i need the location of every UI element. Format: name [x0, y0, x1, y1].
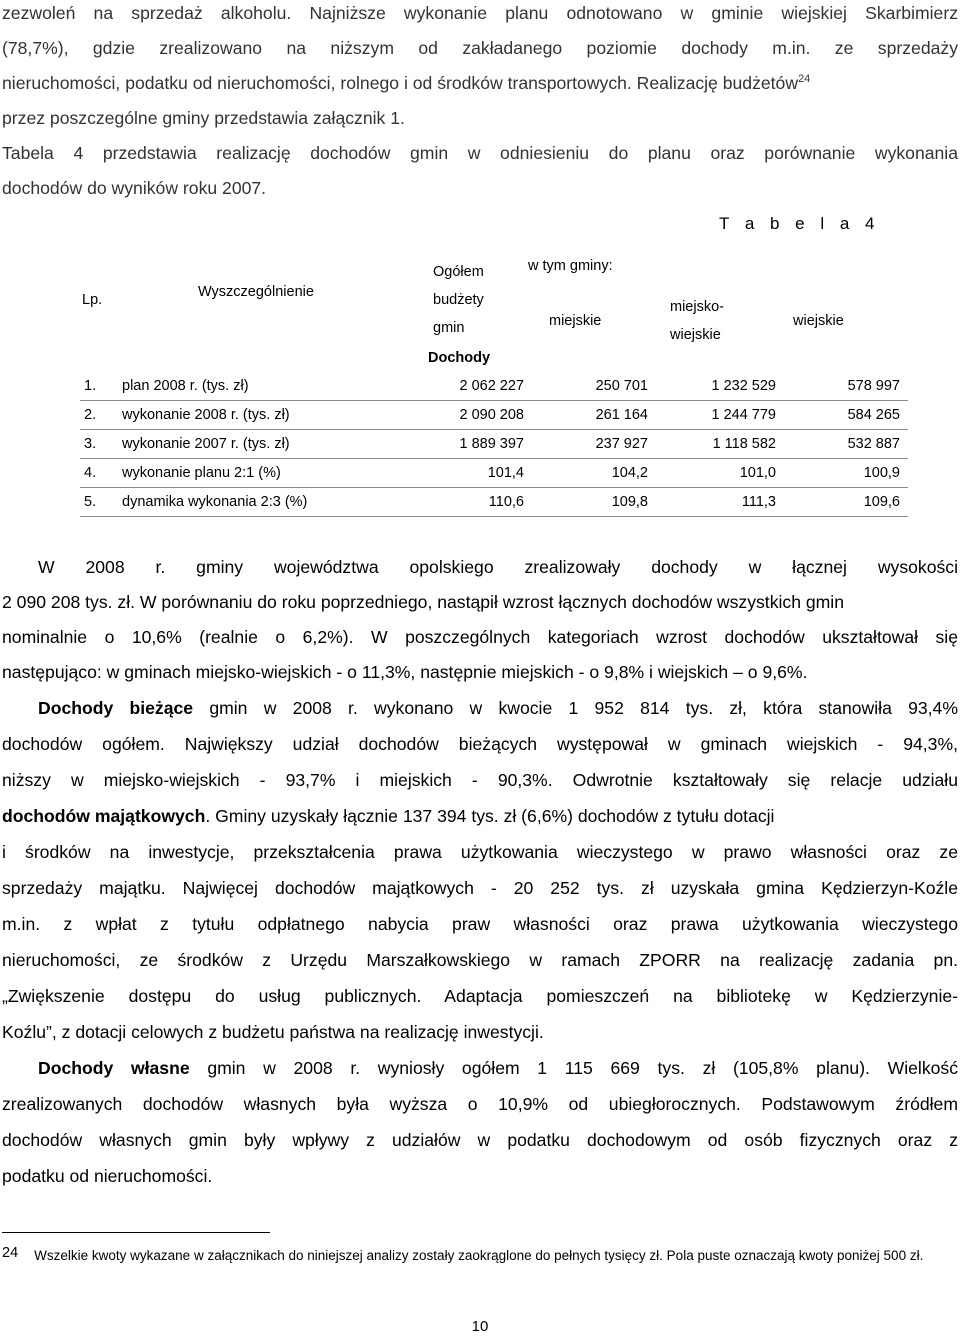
table-row: [80, 488, 908, 517]
footnote-ref: 24: [798, 73, 811, 85]
header-mixed-2: wiejskie: [670, 327, 721, 343]
paragraph-text: nieruchomości, podatku od nieruchomości, rolnego i od środków transportowych. Realizację budżetów: [2, 73, 799, 93]
cell-lp: 4.: [80, 459, 118, 488]
cell-item: wykonanie 2008 r. (tys. zł): [118, 401, 382, 430]
paragraph-line: nieruchomości, ze środków z Urzędu Marszałkowskiego w ramach ZPORR na realizację zadania pn.: [2, 950, 958, 970]
header-lp: Lp.: [82, 292, 103, 308]
cell-rural: 532 887: [784, 430, 908, 459]
table-row: [80, 459, 908, 488]
table-row: [80, 430, 908, 459]
header-rural: wiejskie: [793, 313, 844, 329]
cell-total: 101,4: [382, 459, 532, 488]
paragraph-line: zezwoleń na sprzedaż alkoholu. Najniższe wykonanie planu odnotowano w gminie wiejskiej Skarbimierz: [2, 3, 958, 23]
table-row: [80, 372, 908, 401]
cell-urban: 250 701: [532, 372, 656, 401]
cell-total: 1 889 397: [382, 430, 532, 459]
cell-lp: 3.: [80, 430, 118, 459]
footnote-marker: 24: [2, 1245, 19, 1261]
header-total-2: budżety: [433, 292, 484, 308]
paragraph-line: W 2008 r. gminy województwa opolskiego zrealizowały dochody w łącznej wysokości: [38, 557, 958, 577]
footnote-rule: [2, 1232, 270, 1233]
cell-rural: 100,9: [784, 459, 908, 488]
cell-item: wykonanie 2007 r. (tys. zł): [118, 430, 382, 459]
paragraph-line: następująco: w gminach miejsko-wiejskich - o 11,3%, następnie miejskich - o 9,8% i wiejskich – o 9,6%.: [2, 662, 808, 682]
paragraph-line: Koźlu”, z dotacji celowych z budżetu państwa na realizację inwestycji.: [2, 1022, 544, 1042]
table-caption: T a b e l a 4: [719, 214, 880, 233]
page-number: 10: [471, 1318, 489, 1335]
paragraph-line: niższy w miejsko-wiejskich - 93,7% i miejskich - 90,3%. Odwrotnie kształtowały się relacje udziału: [2, 770, 958, 790]
paragraph-text: gmin w 2008 r. wykonano w kwocie 1 952 814 tys. zł, która stanowiła 93,4%: [209, 698, 958, 718]
header-urban: miejskie: [549, 313, 602, 329]
paragraph-line: [38, 697, 958, 719]
cell-mixed: 111,3: [656, 488, 784, 517]
paragraph-line: zrealizowanych dochodów własnych była wyższa o 10,9% od ubiegłorocznych. Podstawowym źródłem: [2, 1094, 958, 1114]
paragraph-line: nominalnie o 10,6% (realnie o 6,2%). W poszczególnych kategoriach wzrost dochodów ukształtował się: [2, 627, 958, 647]
paragraph-line: „Zwiększenie dostępu do usług publicznych. Adaptacja pomieszczeń na bibliotekę w Kędzierzynie-: [2, 986, 958, 1006]
cell-urban: 109,8: [532, 488, 656, 517]
header-total-1: Ogółem: [433, 264, 484, 280]
paragraph-line: Tabela 4 przedstawia realizację dochodów gmin w odniesieniu do planu oraz porównanie wykonania: [2, 143, 958, 163]
cell-urban: 104,2: [532, 459, 656, 488]
cell-lp: 2.: [80, 401, 118, 430]
paragraph-line: sprzedaży majątku. Najwięcej dochodów majątkowych - 20 252 tys. zł uzyskała gmina Kędzierzyn-Koźle: [2, 878, 958, 898]
cell-urban: 261 164: [532, 401, 656, 430]
cell-total: 110,6: [382, 488, 532, 517]
footnote-text: Wszelkie kwoty wykazane w załącznikach do niniejszej analizy zostały zaokrąglone do pełnych tysięcy zł. Pola puste oznaczają kwoty poniżej 500 zł.: [34, 1248, 924, 1263]
cell-item: dynamika wykonania 2:3 (%): [118, 488, 382, 517]
cell-rural: 578 997: [784, 372, 908, 401]
paragraph-line: m.in. z wpłat z tytułu odpłatnego nabycia praw własności oraz prawa użytkowania wieczystego: [2, 914, 958, 934]
cell-rural: 584 265: [784, 401, 908, 430]
bold-term: dochodów majątkowych: [2, 806, 206, 826]
header-mixed-1: miejsko-: [670, 299, 724, 315]
header-total-3: gmin: [433, 320, 465, 336]
bold-term: Dochody własne: [38, 1058, 190, 1078]
paragraph-line: podatku od nieruchomości.: [2, 1166, 213, 1186]
cell-total: 2 090 208: [382, 401, 532, 430]
paragraph-line: (78,7%), gdzie zrealizowano na niższym od zakładanego poziomie dochody m.in. ze sprzedaży: [2, 38, 958, 58]
cell-lp: 1.: [80, 372, 118, 401]
cell-item: wykonanie planu 2:1 (%): [118, 459, 382, 488]
cell-urban: 237 927: [532, 430, 656, 459]
paragraph-line: [2, 72, 810, 94]
paragraph-text: . Gminy uzyskały łącznie 137 394 tys. zł (6,6%) dochodów z tytułu dotacji: [205, 806, 775, 826]
cell-rural: 109,6: [784, 488, 908, 517]
cell-item: plan 2008 r. (tys. zł): [118, 372, 382, 401]
paragraph-line: [2, 805, 774, 827]
paragraph-line: 2 090 208 tys. zł. W porównaniu do roku poprzedniego, nastąpił wzrost łącznych dochodów wszystkich gmin: [2, 592, 845, 612]
header-of-which: w tym gminy:: [528, 258, 613, 274]
paragraph-line: dochodów własnych gmin były wpływy z udziałów w podatku dochodowym od osób fizycznych oraz z: [2, 1130, 958, 1150]
cell-mixed: 1 244 779: [656, 401, 784, 430]
cell-mixed: 1 232 529: [656, 372, 784, 401]
bold-term: Dochody bieżące: [38, 698, 194, 718]
cell-total: 2 062 227: [382, 372, 532, 401]
paragraph-text: gmin w 2008 r. wyniosły ogółem 1 115 669 tys. zł (105,8% planu). Wielkość: [207, 1058, 959, 1078]
cell-lp: 5.: [80, 488, 118, 517]
paragraph-line: [38, 1057, 958, 1079]
table-row: [80, 401, 908, 430]
header-income: Dochody: [428, 350, 491, 366]
footnote: [2, 1244, 958, 1265]
cell-mixed: 101,0: [656, 459, 784, 488]
paragraph-line: przez poszczególne gminy przedstawia załącznik 1.: [2, 108, 405, 128]
income-table: [80, 372, 908, 517]
paragraph-line: i środków na inwestycje, przekształcenia prawa użytkowania wieczystego w prawo własności oraz ze: [2, 842, 958, 862]
paragraph-line: dochodów ogółem. Największy udział dochodów bieżących występował w gminach wiejskich - 94,3%,: [2, 734, 958, 754]
paragraph-line: dochodów do wyników roku 2007.: [2, 178, 267, 198]
cell-mixed: 1 118 582: [656, 430, 784, 459]
header-item: Wyszczególnienie: [198, 284, 314, 300]
